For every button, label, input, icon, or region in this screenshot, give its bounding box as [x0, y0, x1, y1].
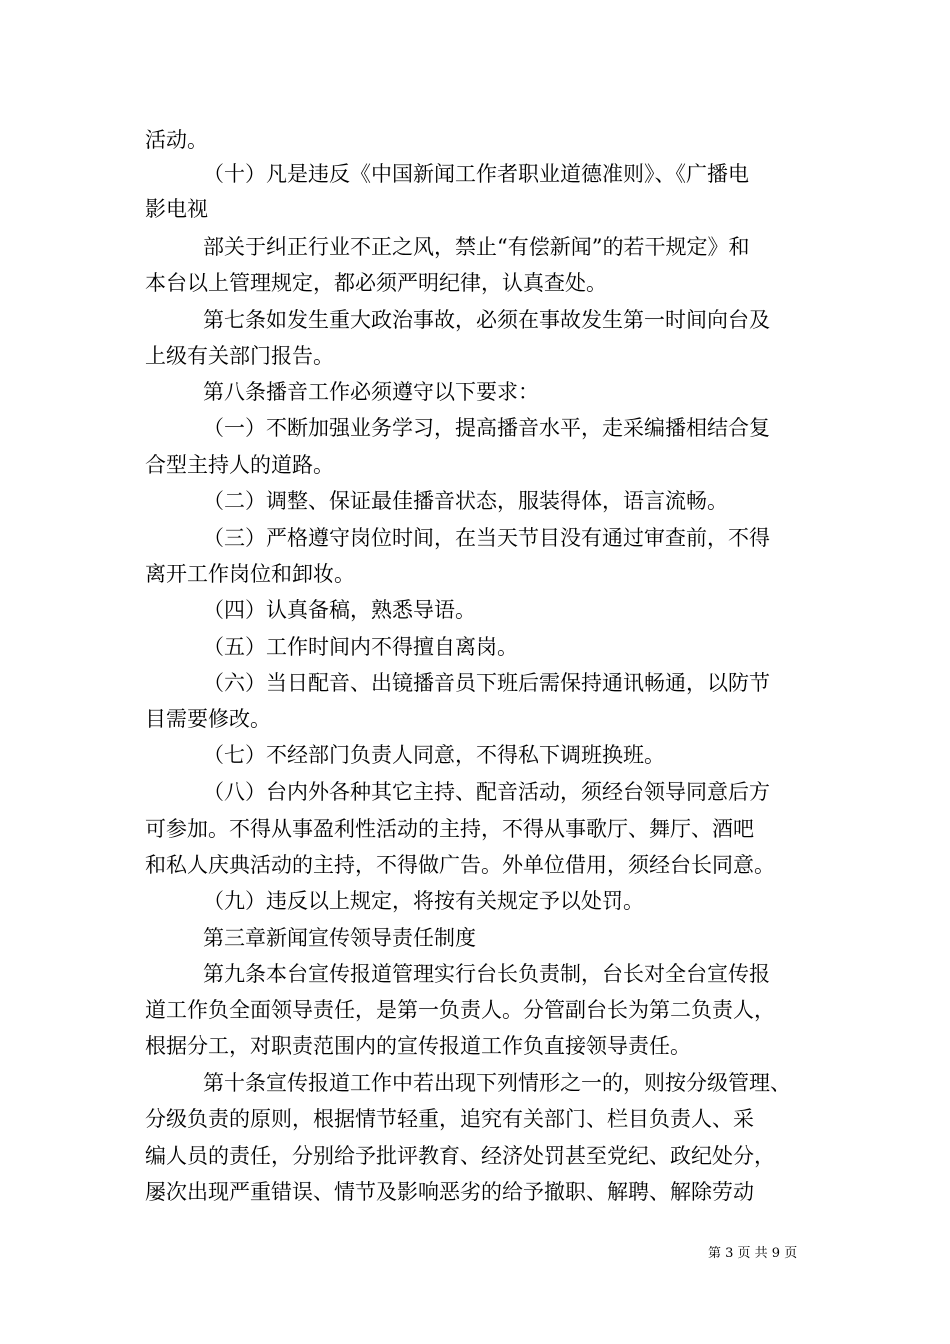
text-line: （八）台内外各种其它主持、配音活动，须经台领导同意后方	[203, 780, 770, 804]
text-line: 目需要修改。	[145, 707, 271, 731]
text-line: 和私人庆典活动的主持，不得做广告。外单位借用，须经台长同意。	[145, 853, 775, 877]
text-line: 第九条本台宣传报道管理实行台长负责制，台长对全台宣传报	[203, 962, 770, 986]
text-line: （四）认真备稿，熟悉导语。	[203, 598, 476, 622]
text-line: 部关于纠正行业不正之风，禁止“有偿新闻”的若干规定》和	[203, 235, 750, 259]
text-line: （一）不断加强业务学习，提高播音水平，走采编播相结合复	[203, 416, 770, 440]
text-line: 屡次出现严重错误、情节及影响恶劣的给予撤职、解聘、解除劳动	[145, 1180, 754, 1204]
text-line: 第八条播音工作必须遵守以下要求：	[203, 380, 539, 404]
text-line: 离开工作岗位和卸妆。	[145, 562, 355, 586]
page-number: 第 3 页 共 9 页	[708, 1246, 798, 1261]
text-line: 上级有关部门报告。	[145, 344, 334, 368]
text-line: 编人员的责任，分别给予批评教育、经济处罚甚至党纪、政纪处分，	[145, 1144, 775, 1168]
text-line: （五）工作时间内不得擅自离岗。	[203, 635, 518, 659]
text-line: 合型主持人的道路。	[145, 453, 334, 477]
text-line: 活动。	[145, 128, 208, 152]
text-line: 第七条如发生重大政治事故，必须在事故发生第一时间向台及	[203, 308, 770, 332]
text-line: 影电视	[145, 197, 208, 221]
text-line: （六）当日配音、出镜播音员下班后需保持通讯畅通，以防节	[203, 671, 770, 695]
text-line: 第十条宣传报道工作中若出现下列情形之一的，则按分级管理、	[203, 1071, 791, 1095]
text-line: 本台以上管理规定，都必须严明纪律，认真查处。	[145, 271, 607, 295]
text-line: （三）严格遵守岗位时间，在当天节目没有通过审查前，不得	[203, 526, 770, 550]
text-line: （二）调整、保证最佳播音状态，服装得体，语言流畅。	[203, 489, 728, 513]
text-line: 道工作负全面领导责任，是第一负责人。分管副台长为第二负责人，	[145, 998, 775, 1022]
text-line: 可参加。不得从事盈利性活动的主持，不得从事歌厅、舞厅、酒吧	[145, 817, 754, 841]
text-line: 第三章新闻宣传领导责任制度	[203, 926, 476, 950]
text-line: （九）违反以上规定，将按有关规定予以处罚。	[203, 889, 644, 913]
text-line: 根据分工，对职责范围内的宣传报道工作负直接领导责任。	[145, 1034, 691, 1058]
text-line: （十）凡是违反《中国新闻工作者职业道德准则》、《广播电	[203, 162, 749, 186]
text-line: （七）不经部门负责人同意，不得私下调班换班。	[203, 743, 665, 767]
text-line: 分级负责的原则，根据情节轻重，追究有关部门、栏目负责人、采	[145, 1107, 754, 1131]
